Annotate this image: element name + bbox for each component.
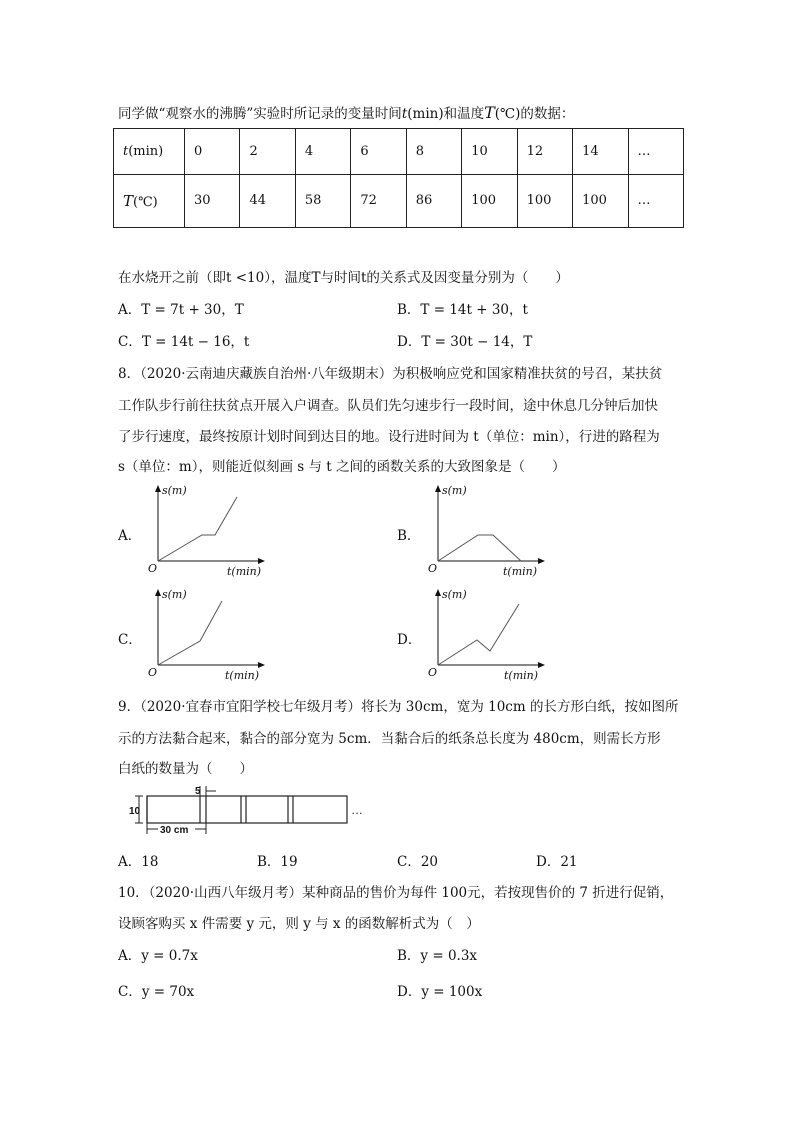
intro-text-3: 的数据： <box>520 106 575 122</box>
table-cell: 30 <box>185 174 240 227</box>
q8-option-b[interactable]: B． <box>397 528 421 544</box>
row1-unit: (min) <box>128 143 164 159</box>
y-axis-arrow-icon <box>435 485 441 492</box>
intro-T-unit: (℃) <box>494 106 521 122</box>
y-label: s(m) <box>162 588 187 601</box>
q10-line-1: 10．（2020·山西八年级月考）某种商品的售价为每件 100元，若按现售价的 7 折进行促销， <box>118 885 674 901</box>
graph-c-svg <box>145 586 270 681</box>
table-row <box>114 174 684 227</box>
graph-c-curve <box>158 601 222 665</box>
q9-line-1: 9．（2020·宜春市宜阳学校七年级月考）将长为 30cm，宽为 10cm 的长方形白纸，按如图所 <box>118 699 679 715</box>
paper-strip-svg <box>128 784 378 836</box>
table-cell: 12 <box>517 129 572 175</box>
intro-line <box>118 102 574 122</box>
data-table <box>113 128 684 228</box>
table-cell: 100 <box>462 174 517 227</box>
x-axis-arrow-icon <box>538 558 545 564</box>
graph-d-svg <box>425 586 550 681</box>
table-cell: 86 <box>406 174 461 227</box>
y-label: s(m) <box>162 484 187 497</box>
table-cell: 2 <box>240 129 295 175</box>
table-header-cell <box>114 174 185 227</box>
row1-var: t <box>123 143 129 159</box>
x-axis-arrow-icon <box>538 662 545 668</box>
intro-t-var: t <box>401 106 408 122</box>
intro-T-var: T <box>484 103 495 122</box>
q7-option-d[interactable]: D．T = 30t − 14，T <box>397 334 533 350</box>
q9-option-c[interactable]: C．20 <box>397 854 439 870</box>
q7-stem: 在水烧开之前（即t <10），温度T与时间t的关系式及因变量分别为（ ） <box>118 270 569 286</box>
q10-option-d[interactable]: D．y = 100x <box>397 984 483 1000</box>
table-cell: 6 <box>351 129 406 175</box>
table-cell: … <box>628 174 684 227</box>
graph-b <box>425 482 550 581</box>
q8-line-2: 工作队步行前往扶贫点开展入户调查。队员们先匀速步行一段时间，途中休息几分钟后加快 <box>118 398 658 414</box>
table-cell: 58 <box>295 174 350 227</box>
table-cell: 100 <box>573 174 628 227</box>
table-cell: 10 <box>462 129 517 175</box>
row2-unit: (℃) <box>133 194 158 210</box>
x-label: t(min) <box>503 565 538 578</box>
q8-option-a[interactable]: A． <box>118 528 142 544</box>
q7-option-a[interactable]: A．T = 7t + 30，T <box>118 302 244 318</box>
row2-var: T <box>123 191 134 210</box>
table-cell: 8 <box>406 129 461 175</box>
x-label: t(min) <box>225 669 260 682</box>
q10-option-c[interactable]: C．y = 70x <box>118 984 195 1000</box>
table-cell: … <box>628 129 684 175</box>
q9-line-2: 示的方法黏合起来，黏合的部分宽为 5cm．当黏合后的纸条总长度为 480cm，则需长方形 <box>118 731 661 747</box>
x-axis-arrow-icon <box>258 662 265 668</box>
graph-b-curve <box>438 535 521 561</box>
x-label: t(min) <box>504 669 539 682</box>
strip-outline <box>147 796 347 823</box>
table-row <box>114 129 684 175</box>
y-label: s(m) <box>442 484 467 497</box>
table-header-cell <box>114 129 185 175</box>
origin-label: O <box>148 666 158 679</box>
table-cell: 4 <box>295 129 350 175</box>
x-label: t(min) <box>227 565 262 578</box>
origin-label: O <box>428 562 438 575</box>
y-axis-arrow-icon <box>155 589 161 596</box>
graph-b-svg <box>425 482 550 577</box>
q9-option-a[interactable]: A．18 <box>118 854 159 870</box>
q9-option-b[interactable]: B．19 <box>257 854 298 870</box>
y-axis-arrow-icon <box>435 589 441 596</box>
intro-t-unit: (min) <box>407 106 444 122</box>
intro-text-2: 和温度 <box>443 106 485 122</box>
length-dim-label: 30 cm <box>160 825 189 836</box>
graph-c <box>145 586 270 685</box>
y-label: s(m) <box>442 588 467 601</box>
graph-d-curve <box>438 604 519 665</box>
paper-strip-figure <box>128 784 378 840</box>
continuation-dots: … <box>351 803 363 817</box>
origin-label: O <box>428 666 438 679</box>
origin-label: O <box>148 562 158 575</box>
q9-option-d[interactable]: D．21 <box>536 854 578 870</box>
q10-option-a[interactable]: A．y = 0.7x <box>118 948 198 964</box>
graph-a-svg <box>145 482 270 577</box>
q7-option-b[interactable]: B．T = 14t + 30，t <box>397 302 528 318</box>
q8-line-4: s（单位：m），则能近似刻画 s 与 t 之间的函数关系的大致图象是（ ） <box>118 459 566 475</box>
q8-line-1: 8．（2020·云南迪庆藏族自治州·八年级期末）为积极响应党和国家精准扶贫的号召，某扶贫 <box>118 366 663 382</box>
table-cell: 72 <box>351 174 406 227</box>
graph-a-curve <box>158 497 237 561</box>
q8-option-c[interactable]: C． <box>118 632 142 648</box>
table-cell: 100 <box>517 174 572 227</box>
q8-line-3: 了步行速度，最终按原计划时间到达目的地。设行进时间为 t（单位：min），行进的路程为 <box>118 429 660 445</box>
y-axis-arrow-icon <box>155 485 161 492</box>
width-dim-label: 10 <box>129 806 141 817</box>
table-cell: 0 <box>185 129 240 175</box>
q10-line-2: 设顾客购买 x 件需要 y 元，则 y 与 x 的函数解析式为（ ） <box>118 916 480 932</box>
q9-line-3: 白纸的数量为（ ） <box>118 761 253 777</box>
graph-d <box>425 586 550 685</box>
table-cell: 14 <box>573 129 628 175</box>
q10-option-b[interactable]: B．y = 0.3x <box>397 948 478 964</box>
q7-option-c[interactable]: C．T = 14t − 16，t <box>118 334 250 350</box>
x-axis-arrow-icon <box>258 558 265 564</box>
overlap-dim-label: 5 <box>195 786 201 797</box>
q8-option-d[interactable]: D． <box>397 632 422 648</box>
table-cell: 44 <box>240 174 295 227</box>
intro-text-1: 同学做“观察水的沸腾”实验时所记录的变量时间 <box>118 106 402 122</box>
graph-a <box>145 482 270 581</box>
